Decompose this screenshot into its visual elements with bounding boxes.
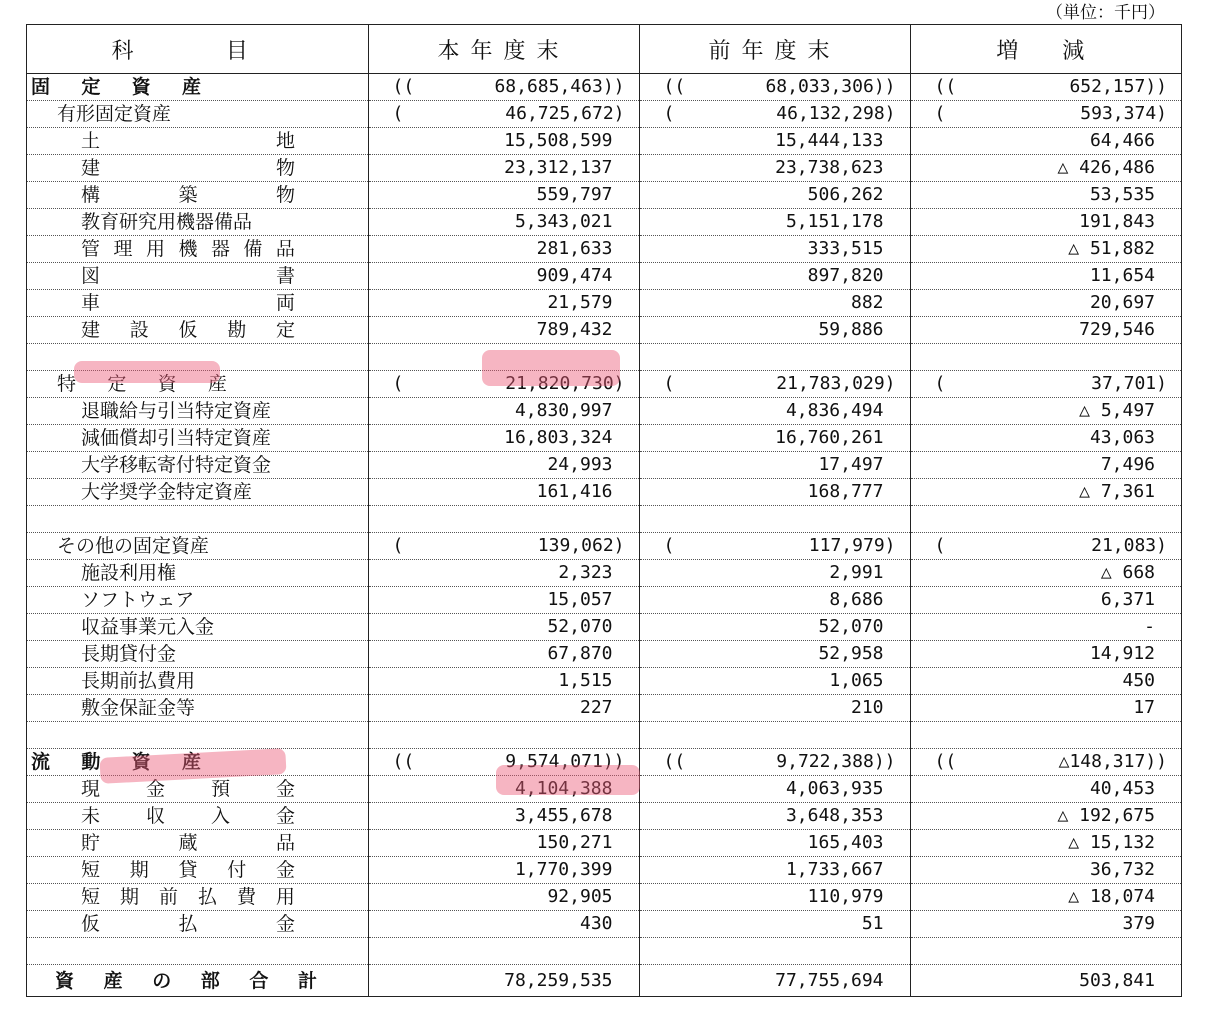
table-row (27, 722, 1181, 749)
previous-year-value: 897,820 (639, 263, 910, 290)
change-value: △ 18,074 (910, 884, 1181, 911)
table-row (27, 614, 1181, 641)
current-year-value: ( 139,062) (368, 533, 639, 560)
table-row (27, 74, 1181, 101)
account-label: 管 理 用 機 器 備 品 (27, 236, 368, 263)
change-value: 11,654 (910, 263, 1181, 290)
table-row (27, 641, 1181, 668)
change-value: △ 15,132 (910, 830, 1181, 857)
change-value: 40,453 (910, 776, 1181, 803)
previous-year-value (639, 506, 910, 533)
current-year-value: 23,312,137 (368, 155, 639, 182)
previous-year-value: 168,777 (639, 479, 910, 506)
previous-year-value: 210 (639, 695, 910, 722)
account-label: 教育研究用機器備品 (27, 209, 368, 236)
current-year-value: 21,579 (368, 290, 639, 317)
unit-note: （単位：千円） (1046, 3, 1165, 23)
previous-year-value: (( 68,033,306)) (639, 74, 910, 101)
change-value: △ 426,486 (910, 155, 1181, 182)
change-value: △ 192,675 (910, 803, 1181, 830)
previous-year-value (639, 938, 910, 965)
change-value: 43,063 (910, 425, 1181, 452)
change-value: 729,546 (910, 317, 1181, 344)
change-value (910, 506, 1181, 533)
current-year-value: 16,803,324 (368, 425, 639, 452)
account-label: 車 両 (27, 290, 368, 317)
current-year-value (368, 506, 639, 533)
table-row (27, 911, 1181, 938)
previous-year-value: 51 (639, 911, 910, 938)
table-row (27, 182, 1181, 209)
table-row (27, 101, 1181, 128)
previous-year-value: ( 21,783,029) (639, 371, 910, 398)
table-row (27, 371, 1181, 398)
change-value: ( 37,701) (910, 371, 1181, 398)
change-value: △ 7,361 (910, 479, 1181, 506)
account-label: 有形固定資産 (27, 101, 368, 128)
change-value: 64,466 (910, 128, 1181, 155)
table-row (27, 884, 1181, 911)
current-year-value: 67,870 (368, 641, 639, 668)
account-label: 図 書 (27, 263, 368, 290)
header-row (27, 25, 1181, 74)
account-label: 大学奨学金特定資産 (27, 479, 368, 506)
change-value: 450 (910, 668, 1181, 695)
account-label: 仮 払 金 (27, 911, 368, 938)
table-row (27, 668, 1181, 695)
current-year-value: 52,070 (368, 614, 639, 641)
account-label: 構 築 物 (27, 182, 368, 209)
previous-year-value: 16,760,261 (639, 425, 910, 452)
account-label: ソフトウェア (27, 587, 368, 614)
current-year-value: 15,057 (368, 587, 639, 614)
account-label: 施設利用権 (27, 560, 368, 587)
table-row (27, 830, 1181, 857)
account-label: 流 動 資 産 (27, 749, 368, 776)
previous-year-value: 23,738,623 (639, 155, 910, 182)
current-year-value: 909,474 (368, 263, 639, 290)
table-body (27, 74, 1181, 997)
change-value: 17 (910, 695, 1181, 722)
previous-year-value: ( 46,132,298) (639, 101, 910, 128)
current-year-value: 4,104,388 (368, 776, 639, 803)
current-year-value: 161,416 (368, 479, 639, 506)
table-row (27, 506, 1181, 533)
current-year-value: 789,432 (368, 317, 639, 344)
account-label: その他の固定資産 (27, 533, 368, 560)
total-change: 503,841 (910, 965, 1181, 997)
change-value: 7,496 (910, 452, 1181, 479)
account-label: 貯 蔵 品 (27, 830, 368, 857)
change-value (910, 722, 1181, 749)
table-row (27, 128, 1181, 155)
current-year-value: 430 (368, 911, 639, 938)
current-year-value: 1,770,399 (368, 857, 639, 884)
change-value: 191,843 (910, 209, 1181, 236)
table-row (27, 425, 1181, 452)
table-row (27, 479, 1181, 506)
previous-year-value: 17,497 (639, 452, 910, 479)
account-label: 短 期 前 払 費 用 (27, 884, 368, 911)
previous-year-value: 1,065 (639, 668, 910, 695)
change-value (910, 344, 1181, 371)
current-year-value: 281,633 (368, 236, 639, 263)
account-label (27, 506, 368, 533)
total-current-year: 78,259,535 (368, 965, 639, 997)
previous-year-value: 4,063,935 (639, 776, 910, 803)
change-value: 379 (910, 911, 1181, 938)
table-row (27, 452, 1181, 479)
current-year-value: 24,993 (368, 452, 639, 479)
account-label: 大学移転寄付特定資金 (27, 452, 368, 479)
account-label: 建 物 (27, 155, 368, 182)
table-row (27, 857, 1181, 884)
change-value: 6,371 (910, 587, 1181, 614)
current-year-value: 1,515 (368, 668, 639, 695)
total-row (27, 965, 1181, 997)
account-label: 収益事業元入金 (27, 614, 368, 641)
account-label: 退職給与引当特定資産 (27, 398, 368, 425)
table-row (27, 317, 1181, 344)
previous-year-value: ( 117,979) (639, 533, 910, 560)
table-row (27, 533, 1181, 560)
total-previous-year: 77,755,694 (639, 965, 910, 997)
table-row (27, 587, 1181, 614)
change-value: 53,535 (910, 182, 1181, 209)
account-label: 特 定 資 産 (27, 371, 368, 398)
table-row (27, 560, 1181, 587)
previous-year-value: 52,070 (639, 614, 910, 641)
current-year-value: 150,271 (368, 830, 639, 857)
change-value (910, 938, 1181, 965)
current-year-value (368, 344, 639, 371)
table-row (27, 749, 1181, 776)
account-label: 減価償却引当特定資産 (27, 425, 368, 452)
change-value: △ 668 (910, 560, 1181, 587)
change-value: - (910, 614, 1181, 641)
table-row (27, 938, 1181, 965)
account-label (27, 722, 368, 749)
previous-year-value: 882 (639, 290, 910, 317)
previous-year-value: 165,403 (639, 830, 910, 857)
previous-year-value (639, 722, 910, 749)
header-previous-year: 前年度末 (639, 25, 910, 74)
previous-year-value: 52,958 (639, 641, 910, 668)
previous-year-value: 59,886 (639, 317, 910, 344)
table-row (27, 236, 1181, 263)
current-year-value: (( 68,685,463)) (368, 74, 639, 101)
table-row (27, 776, 1181, 803)
previous-year-value: 333,515 (639, 236, 910, 263)
change-value: △ 51,882 (910, 236, 1181, 263)
table-row (27, 290, 1181, 317)
current-year-value: 4,830,997 (368, 398, 639, 425)
previous-year-value: 110,979 (639, 884, 910, 911)
header-account: 科 目 (27, 25, 368, 74)
current-year-value: 227 (368, 695, 639, 722)
balance-sheet-table (26, 24, 1182, 997)
change-value: 14,912 (910, 641, 1181, 668)
previous-year-value: 4,836,494 (639, 398, 910, 425)
account-label: 土 地 (27, 128, 368, 155)
total-label: 資 産 の 部 合 計 (55, 969, 317, 992)
current-year-value: (( 9,574,071)) (368, 749, 639, 776)
account-label: 固 定 資 産 (27, 74, 368, 101)
change-value: 20,697 (910, 290, 1181, 317)
previous-year-value: (( 9,722,388)) (639, 749, 910, 776)
account-label: 長期前払費用 (27, 668, 368, 695)
table-row (27, 398, 1181, 425)
account-label: 未 収 入 金 (27, 803, 368, 830)
current-year-value: ( 46,725,672) (368, 101, 639, 128)
table-row (27, 263, 1181, 290)
change-value: (( 652,157)) (910, 74, 1181, 101)
account-label: 長期貸付金 (27, 641, 368, 668)
previous-year-value: 5,151,178 (639, 209, 910, 236)
current-year-value: 15,508,599 (368, 128, 639, 155)
current-year-value: 2,323 (368, 560, 639, 587)
current-year-value (368, 722, 639, 749)
account-label: 現 金 預 金 (27, 776, 368, 803)
change-value: 36,732 (910, 857, 1181, 884)
table-row (27, 695, 1181, 722)
current-year-value: 3,455,678 (368, 803, 639, 830)
previous-year-value: 2,991 (639, 560, 910, 587)
header-current-year: 本年度末 (368, 25, 639, 74)
previous-year-value: 15,444,133 (639, 128, 910, 155)
previous-year-value (639, 344, 910, 371)
table-row (27, 803, 1181, 830)
account-label (27, 344, 368, 371)
current-year-value: 559,797 (368, 182, 639, 209)
current-year-value: 92,905 (368, 884, 639, 911)
account-label: 建 設 仮 勘 定 (27, 317, 368, 344)
previous-year-value: 506,262 (639, 182, 910, 209)
previous-year-value: 3,648,353 (639, 803, 910, 830)
current-year-value: 5,343,021 (368, 209, 639, 236)
current-year-value: ( 21,820,730) (368, 371, 639, 398)
table-row (27, 344, 1181, 371)
table-row (27, 209, 1181, 236)
account-label: 敷金保証金等 (27, 695, 368, 722)
table-row (27, 155, 1181, 182)
change-value: (( △148,317)) (910, 749, 1181, 776)
account-label: 短 期 貸 付 金 (27, 857, 368, 884)
current-year-value (368, 938, 639, 965)
header-change: 増 減 (910, 25, 1181, 74)
change-value: △ 5,497 (910, 398, 1181, 425)
previous-year-value: 8,686 (639, 587, 910, 614)
change-value: ( 21,083) (910, 533, 1181, 560)
previous-year-value: 1,733,667 (639, 857, 910, 884)
change-value: ( 593,374) (910, 101, 1181, 128)
account-label (27, 938, 368, 965)
